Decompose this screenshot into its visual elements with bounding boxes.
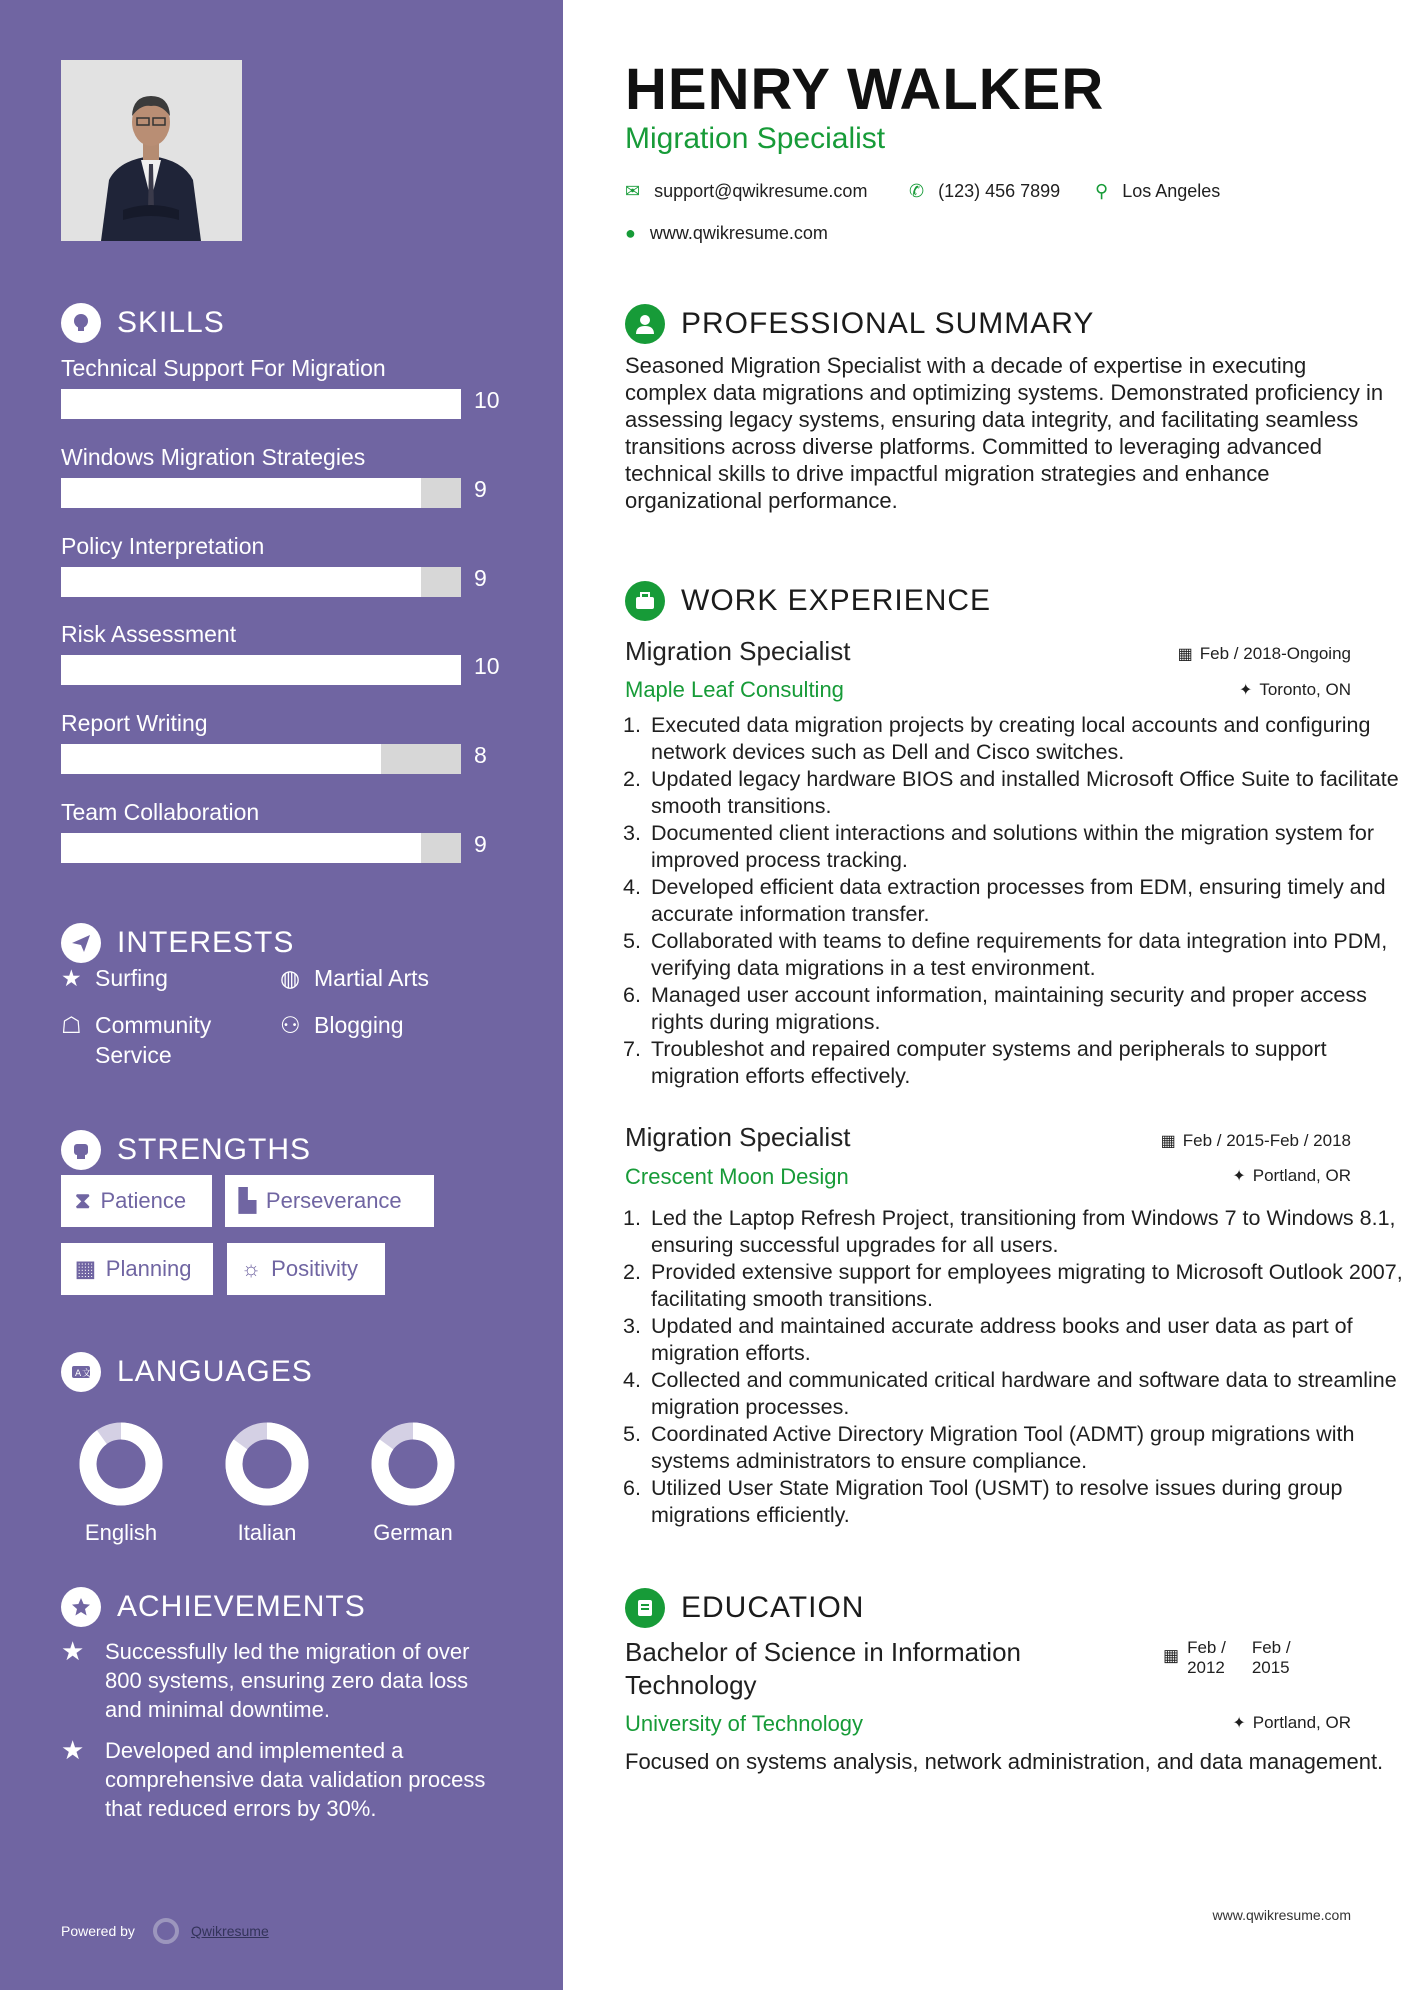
- job-dates: [1178, 644, 1351, 664]
- work-title: WORK EXPERIENCE: [681, 584, 992, 617]
- binoculars-icon: ▙: [239, 1188, 256, 1213]
- edu-end-month: Feb /: [1251, 1638, 1291, 1657]
- interest-item: [61, 1010, 236, 1070]
- graduation-icon: [625, 1588, 665, 1628]
- duty-item: Collected and communicated critical hardware and software data to streamline migration processes.: [651, 1368, 1397, 1419]
- shooting-star-icon: ★: [61, 1735, 85, 1765]
- contact-phone: [909, 181, 1060, 202]
- calendar-icon: ▦: [1177, 646, 1193, 663]
- skill-bar: [61, 478, 461, 508]
- language-name: Italian: [237, 1520, 297, 1545]
- briefcase-icon: [625, 581, 665, 621]
- job-duties: [625, 1205, 1403, 1529]
- interests-heading: [61, 923, 294, 963]
- contact-website: [625, 223, 828, 244]
- education-heading: [625, 1588, 864, 1628]
- svg-text:A: A: [75, 1369, 82, 1379]
- skill-name: Policy Interpretation: [61, 533, 265, 559]
- job-location-text: Toronto, ON: [1259, 680, 1351, 699]
- job-location: [1239, 680, 1351, 700]
- calendar-icon: ▦: [1160, 1133, 1176, 1150]
- achievement-text: Successfully led the migration of over 800 systems, ensuring zero data loss and minimal downtime.: [105, 1639, 470, 1722]
- company-name: Crescent Moon Design: [625, 1164, 849, 1189]
- email-text[interactable]: support@qwikresume.com: [654, 181, 868, 201]
- location-text: Los Angeles: [1122, 181, 1221, 201]
- education-location: [1232, 1713, 1351, 1733]
- globe-icon: ◍: [280, 965, 301, 991]
- language-icon: [61, 1352, 101, 1392]
- contact-email: [625, 181, 867, 202]
- calendar-icon: ▦: [75, 1256, 96, 1281]
- work-heading: [625, 581, 991, 621]
- person-role: Migration Specialist: [625, 122, 886, 155]
- website-text[interactable]: www.qwikresume.com: [649, 223, 828, 243]
- pin-icon: ✦: [1232, 1168, 1246, 1185]
- skill-bar-fill: [61, 744, 381, 774]
- strengths-title: STRENGTHS: [117, 1133, 312, 1166]
- skill-value: 9: [474, 476, 487, 502]
- school-name: University of Technology: [625, 1711, 864, 1736]
- education-dates: [1163, 1638, 1291, 1678]
- contact-location: [1095, 181, 1220, 202]
- languages-heading: [61, 1352, 313, 1392]
- skill-value: 8: [474, 742, 487, 768]
- strength-label: Positivity: [271, 1256, 358, 1281]
- interest-label: Martial Arts: [314, 965, 430, 991]
- skill-name: Report Writing: [61, 710, 208, 736]
- pin-icon: ✦: [1232, 1715, 1246, 1732]
- language-item: [353, 1422, 473, 1546]
- skill-value: 9: [474, 831, 487, 857]
- edu-end: [1252, 1638, 1291, 1678]
- summary-heading: [625, 304, 1094, 344]
- star-badge-icon: [61, 1587, 101, 1627]
- lightbulb-icon: [61, 303, 101, 343]
- svg-text:文: 文: [82, 1369, 92, 1379]
- skill-item: [61, 799, 501, 879]
- person-name: HENRY WALKER: [625, 57, 1105, 122]
- envelope-icon: ✉: [625, 181, 641, 201]
- profile-photo: [61, 60, 242, 241]
- interest-item: [61, 963, 261, 993]
- powered-by: [61, 1918, 269, 1944]
- pin-icon: ✦: [1238, 682, 1253, 699]
- strength-label: Planning: [105, 1256, 192, 1281]
- calendar-icon: ▦: [1163, 1646, 1180, 1665]
- duty-item: Coordinated Active Directory Migration Tool (ADMT) group migrations with systems administrators to ensure compliance.: [651, 1422, 1355, 1473]
- edu-end-year: 2015: [1251, 1658, 1290, 1677]
- interest-label: Blogging: [314, 1012, 404, 1038]
- duty-item: Provided extensive support for employees migrating to Microsoft Outlook 2007, facilitating smooth transitions.: [651, 1260, 1403, 1311]
- skill-value: 9: [474, 565, 487, 591]
- skill-value: 10: [474, 653, 500, 679]
- users-icon: ⚇: [280, 1012, 301, 1038]
- strengths-heading: [61, 1130, 311, 1170]
- user-icon: [625, 304, 665, 344]
- skill-item: [61, 355, 501, 435]
- powered-by-label: Powered by: [61, 1923, 135, 1939]
- languages-title: LANGUAGES: [117, 1355, 313, 1388]
- job-title: Migration Specialist: [625, 636, 851, 666]
- strength-label: Patience: [100, 1188, 187, 1213]
- duty-item: Managed user account information, maintaining security and proper access rights during migrations.: [651, 983, 1367, 1034]
- strength-tag: [225, 1175, 434, 1227]
- language-item: [207, 1422, 327, 1546]
- skills-heading: [61, 303, 225, 343]
- language-name: English: [84, 1520, 158, 1545]
- skill-item: [61, 444, 501, 524]
- footer-url[interactable]: www.qwikresume.com: [1212, 1907, 1351, 1923]
- skill-name: Technical Support For Migration: [61, 355, 386, 381]
- phone-icon: ✆: [909, 181, 925, 201]
- summary-title: PROFESSIONAL SUMMARY: [681, 307, 1095, 340]
- skill-item: [61, 710, 501, 790]
- phone-text: (123) 456 7899: [938, 181, 1061, 201]
- skill-bar-fill: [61, 833, 421, 863]
- language-name: German: [373, 1520, 453, 1545]
- summary-text: Seasoned Migration Specialist with a decade of expertise in executing complex data migrations and optimizing systems. Demonstrated proficiency in assessing legacy systems, ensuring data integrity, and facilitating seamless transitions across diverse platforms. Committed to leveraging advanced technical skills to drive impactful migration strategies and enhance organizational performance.: [625, 353, 1384, 513]
- brand-link[interactable]: Qwikresume: [190, 1923, 269, 1939]
- job-duties: [625, 712, 1403, 1090]
- strength-tag: [61, 1175, 212, 1227]
- duty-item: Documented client interactions and solutions within the migration system for improved process tracking.: [651, 821, 1374, 872]
- job-dates-text: Feb / 2018-Ongoing: [1199, 644, 1351, 663]
- interest-item: [280, 963, 480, 993]
- strength-tag: [61, 1243, 213, 1295]
- duty-item: Utilized User State Migration Tool (USMT) to resolve issues during group migrations efficiently.: [651, 1476, 1343, 1527]
- interests-title: INTERESTS: [117, 926, 295, 959]
- duty-item: Led the Laptop Refresh Project, transitioning from Windows 7 to Windows 8.1, ensuring successful upgrades for all users.: [651, 1206, 1396, 1257]
- skill-value: 10: [474, 387, 500, 413]
- job-dates-text: Feb / 2015-Feb / 2018: [1182, 1131, 1351, 1150]
- sun-icon: ☼: [241, 1256, 262, 1281]
- language-donut: [79, 1422, 163, 1506]
- education-location-text: Portland, OR: [1252, 1713, 1351, 1732]
- strength-tag: [227, 1243, 385, 1295]
- donut-fill: [88, 1431, 154, 1497]
- duty-item: Updated and maintained accurate address books and user data as part of migration efforts.: [651, 1314, 1353, 1365]
- education-description: Focused on systems analysis, network administration, and data management.: [625, 1749, 1384, 1774]
- company-name: Maple Leaf Consulting: [625, 677, 844, 702]
- degree-title: Bachelor of Science in Information Technology: [625, 1637, 1021, 1700]
- language-donut: [225, 1422, 309, 1506]
- strength-label: Perseverance: [265, 1188, 402, 1213]
- language-item: [61, 1422, 181, 1546]
- achievement-text: Developed and implemented a comprehensive data validation process that reduced errors by 30%.: [105, 1738, 486, 1821]
- job-location: [1232, 1166, 1351, 1186]
- duty-item: Troubleshot and repaired computer systems and peripherals to support migration efforts effectively.: [651, 1037, 1327, 1088]
- sidebar: [0, 0, 563, 1990]
- interest-label: Community Service: [95, 1012, 212, 1068]
- skill-bar: [61, 655, 461, 685]
- shooting-star-icon: ★: [61, 1636, 85, 1666]
- interest-item: [280, 1010, 480, 1040]
- skill-item: [61, 621, 501, 701]
- skill-name: Risk Assessment: [61, 621, 237, 647]
- paper-plane-icon: [61, 923, 101, 963]
- job-dates: [1161, 1131, 1351, 1151]
- language-donut: [371, 1422, 455, 1506]
- skill-bar: [61, 389, 461, 419]
- achievements-title: ACHIEVEMENTS: [117, 1590, 366, 1623]
- edu-start-month: Feb /: [1187, 1638, 1226, 1657]
- edu-start-year: 2012: [1187, 1658, 1225, 1677]
- skill-bar-fill: [61, 567, 421, 597]
- skill-bar-fill: [61, 389, 461, 419]
- skill-bar: [61, 833, 461, 863]
- hand-icon: ☖: [61, 1012, 82, 1038]
- skill-bar-fill: [61, 478, 421, 508]
- education-title: EDUCATION: [681, 1591, 865, 1624]
- interest-label: Surfing: [95, 965, 168, 991]
- globe-icon: ●: [625, 223, 636, 243]
- achievement-item: [61, 1637, 501, 1724]
- skill-bar-fill: [61, 655, 461, 685]
- achievements-heading: [61, 1587, 366, 1627]
- qwikresume-logo-icon: [153, 1918, 179, 1944]
- fist-icon: [61, 1130, 101, 1170]
- skills-title: SKILLS: [117, 306, 225, 339]
- job-location-text: Portland, OR: [1252, 1166, 1351, 1185]
- skill-item: [61, 533, 501, 613]
- duty-item: Updated legacy hardware BIOS and installed Microsoft Office Suite to facilitate smooth transitions.: [651, 767, 1399, 818]
- achievement-item: [61, 1736, 501, 1823]
- job-title: Migration Specialist: [625, 1122, 851, 1152]
- edu-start: [1187, 1638, 1226, 1678]
- skill-name: Team Collaboration: [61, 799, 260, 825]
- star-icon: ★: [61, 965, 82, 991]
- hourglass-icon: ⧗: [75, 1188, 91, 1213]
- main-content: [563, 0, 1407, 1990]
- skill-name: Windows Migration Strategies: [61, 444, 366, 470]
- duty-item: Executed data migration projects by creating local accounts and configuring network devices such as Dell and Cisco switches.: [651, 713, 1371, 764]
- map-marker-icon: ⚲: [1095, 181, 1109, 201]
- skill-bar: [61, 744, 461, 774]
- duty-item: Collaborated with teams to define requirements for data integration into PDM, verifying data migrations in a test environment.: [651, 929, 1388, 980]
- skill-bar: [61, 567, 461, 597]
- duty-item: Developed efficient data extraction processes from EDM, ensuring timely and accurate information transfer.: [651, 875, 1386, 926]
